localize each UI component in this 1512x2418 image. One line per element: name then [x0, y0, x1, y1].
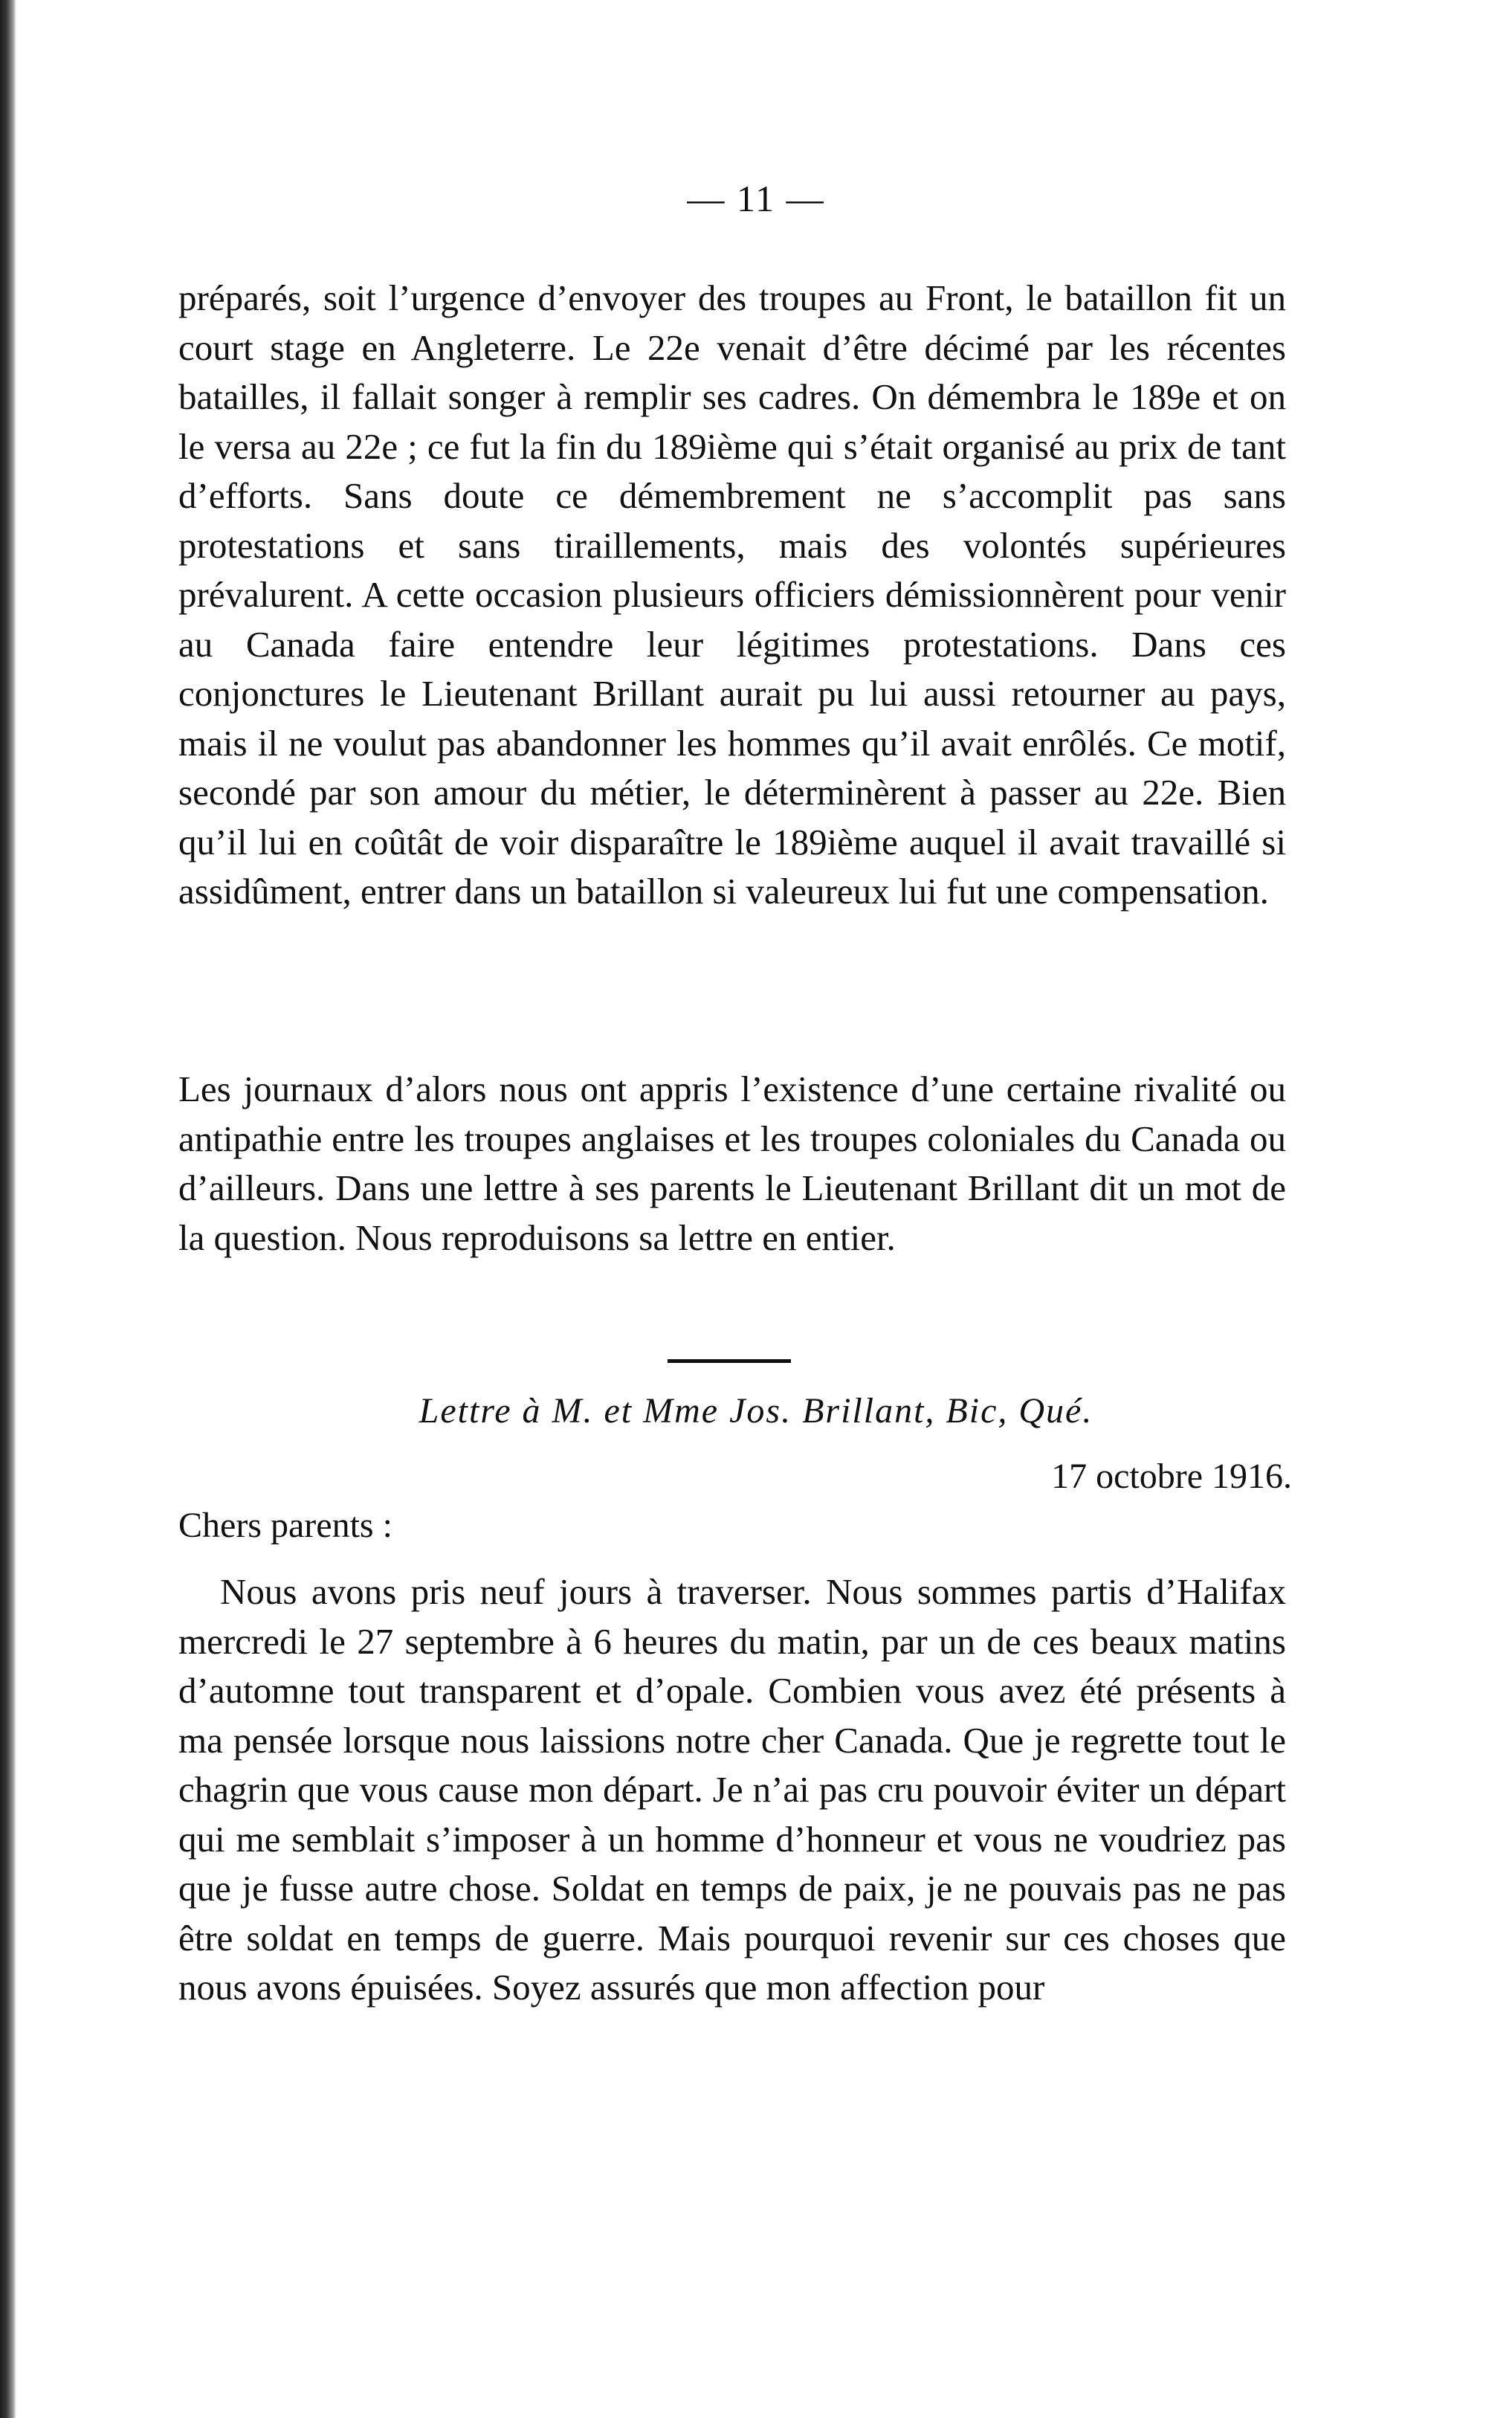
letter-date: 17 octobre 1916.	[1051, 1457, 1292, 1496]
page-number: — 11 —	[687, 178, 825, 219]
scan-binding-edge	[0, 0, 16, 2418]
letter-heading: Lettre à M. et Mme Jos. Brillant, Bic, Qué.	[419, 1391, 1093, 1431]
body-paragraph-2: Les journaux d’alors nous ont appris l’existence d’une certaine rivalité ou antipathie entre les troupes anglaises et les troupes coloniales du Canada ou d’ailleurs. Dans une lettre à ses parents le Lieutenant Brillant dit un mot de la question. Nous reproduisons sa lettre en entier.	[178, 1068, 1286, 1258]
section-divider	[668, 1359, 791, 1363]
body-paragraph-1: préparés, soit l’urgence d’envoyer des troupes au Front, le bataillon fit un court stage en Angleterre. Le 22e venait d’être décimé par les récentes batailles, il fallait songer à remplir ses cadres. On démembra le 189e et on le versa au 22e ; ce fut la fin du 189ième qui s’était organisé au prix de tant d’efforts. Sans doute ce démembrement ne s’accomplit pas sans protestations et sans tiraillements, mais des volontés supérieures prévalurent. A cette occasion plusieurs officiers démissionnèrent pour venir au Canada faire entendre leur légitimes protestations. Dans ces conjonctures le Lieutenant Brillant aurait pu lui aussi retourner au pays, mais il ne voulut pas abandonner les hommes qu’il avait enrôlés. Ce motif, secondé par son amour du métier, le déterminèrent à passer au 22e. Bien qu’il lui en coûtât de voir disparaître le 189ième auquel il avait travaillé si assidûment, entrer dans un bataillon si valeureux lui fut une compensation.	[178, 277, 1286, 912]
letter-salutation: Chers parents :	[178, 1506, 392, 1545]
letter-paragraph: Nous avons pris neuf jours à traverser. Nous sommes partis d’Halifax mercredi le 27 septembre à 6 heures du matin, par un de ces beaux matins d’automne tout transparent et d’opale. Combien vous avez été présents à ma pensée lorsque nous laissions notre cher Canada. Que je regrette tout le chagrin que vous cause mon départ. Je n’ai pas cru pouvoir éviter un départ qui me semblait s’imposer à un homme d’honneur et vous ne voudriez pas que je fusse autre chose. Soldat en temps de paix, je ne pouvais pas ne pas être soldat en temps de guerre. Mais pourquoi revenir sur ces choses que nous avons épuisées. Soyez assurés que mon affection pour	[178, 1571, 1286, 2008]
